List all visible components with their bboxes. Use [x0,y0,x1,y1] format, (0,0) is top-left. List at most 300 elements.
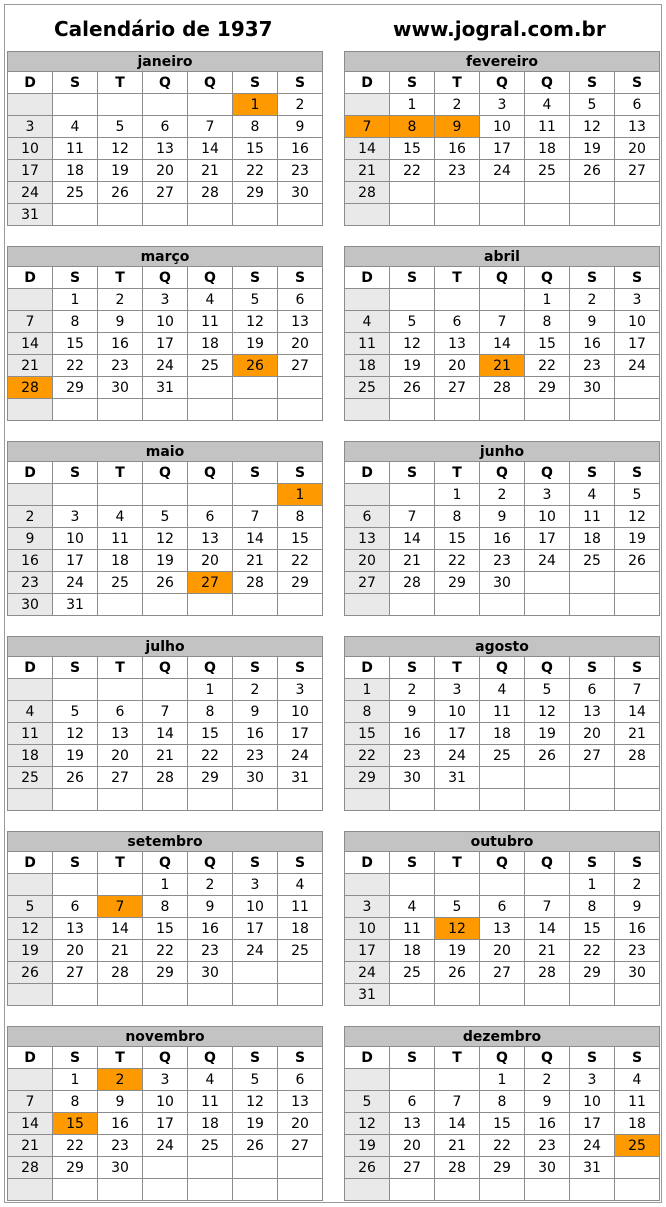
empty-cell [345,594,390,616]
day-cell: 5 [345,1091,390,1113]
month-name: abril [345,247,660,267]
weekday-header: T [435,462,480,484]
day-cell: 5 [143,506,188,528]
empty-cell [233,1157,278,1179]
weekday-header: S [53,657,98,679]
empty-cell [390,594,435,616]
empty-cell [345,204,390,226]
empty-cell [480,594,525,616]
day-cell: 15 [188,723,233,745]
day-cell: 31 [8,204,53,226]
day-cell: 10 [143,311,188,333]
weekday-header: S [53,462,98,484]
day-cell: 22 [188,745,233,767]
week-row [345,94,660,116]
day-cell: 25 [345,377,390,399]
month-name: julho [8,637,323,657]
day-cell: 9 [278,116,323,138]
day-cell: 15 [233,138,278,160]
weekday-header: T [435,72,480,94]
day-cell: 4 [188,1069,233,1091]
day-cell: 7 [143,701,188,723]
month-table [7,441,323,616]
day-cell: 8 [188,701,233,723]
day-cell: 17 [143,333,188,355]
day-cell: 30 [480,572,525,594]
weekday-header: S [570,1047,615,1069]
day-cell: 10 [143,1091,188,1113]
empty-cell [8,399,53,421]
day-cell: 13 [390,1113,435,1135]
empty-cell [435,182,480,204]
empty-cell [53,484,98,506]
week-row [8,333,323,355]
weekday-header: T [98,72,143,94]
day-cell: 2 [390,679,435,701]
day-cell: 8 [278,506,323,528]
day-cell: 26 [615,550,660,572]
weekday-header: T [98,1047,143,1069]
day-cell: 21 [525,940,570,962]
day-cell: 30 [390,767,435,789]
empty-cell [435,289,480,311]
day-cell: 8 [480,1091,525,1113]
day-cell: 14 [615,701,660,723]
weekday-header: D [8,462,53,484]
empty-cell [143,484,188,506]
week-row [8,679,323,701]
holiday-day-cell: 2 [98,1069,143,1091]
week-row [8,182,323,204]
empty-cell [233,1179,278,1201]
empty-cell [435,1179,480,1201]
week-row [8,1091,323,1113]
day-cell: 2 [435,94,480,116]
empty-cell [345,94,390,116]
day-cell: 26 [390,377,435,399]
day-cell: 4 [525,94,570,116]
weekday-header: Q [525,657,570,679]
empty-cell [53,874,98,896]
day-cell: 11 [8,723,53,745]
day-cell: 21 [345,160,390,182]
day-cell: 17 [525,528,570,550]
day-cell: 13 [480,918,525,940]
day-cell: 15 [345,723,390,745]
day-cell: 7 [8,1091,53,1113]
weekday-header: D [8,852,53,874]
day-cell: 22 [480,1135,525,1157]
day-cell: 15 [390,138,435,160]
empty-cell [570,1179,615,1201]
day-cell: 7 [390,506,435,528]
day-cell: 19 [98,160,143,182]
week-row [345,333,660,355]
empty-cell [525,789,570,811]
day-cell: 7 [233,506,278,528]
weekday-header: T [98,852,143,874]
day-cell: 20 [345,550,390,572]
day-cell: 26 [53,767,98,789]
empty-cell [143,1157,188,1179]
week-row [345,874,660,896]
day-cell: 18 [570,528,615,550]
weekday-header: Q [188,852,233,874]
weekday-header: Q [525,1047,570,1069]
weekday-header: Q [480,72,525,94]
week-row [8,572,323,594]
day-cell: 27 [53,962,98,984]
day-cell: 20 [53,940,98,962]
day-cell: 6 [53,896,98,918]
holiday-day-cell: 28 [8,377,53,399]
day-cell: 30 [525,1157,570,1179]
day-cell: 13 [570,701,615,723]
empty-cell [53,984,98,1006]
empty-cell [188,204,233,226]
empty-cell [345,484,390,506]
empty-cell [480,399,525,421]
weekday-header: S [570,657,615,679]
week-row [8,1113,323,1135]
day-cell: 15 [480,1113,525,1135]
week-row [345,311,660,333]
day-cell: 8 [525,311,570,333]
day-cell: 28 [390,572,435,594]
day-cell: 26 [570,160,615,182]
week-row [345,767,660,789]
weekday-header: Q [525,267,570,289]
day-cell: 14 [188,138,233,160]
day-cell: 8 [345,701,390,723]
day-cell: 2 [615,874,660,896]
day-cell: 4 [53,116,98,138]
day-cell: 13 [435,333,480,355]
empty-cell [345,399,390,421]
empty-cell [233,962,278,984]
day-cell: 3 [525,484,570,506]
day-cell: 22 [390,160,435,182]
day-cell: 29 [435,572,480,594]
day-cell: 23 [570,355,615,377]
month-table [7,636,323,811]
weekday-header: Q [188,657,233,679]
day-cell: 4 [480,679,525,701]
month-name: outubro [345,832,660,852]
week-row [8,723,323,745]
week-row [8,528,323,550]
day-cell: 28 [233,572,278,594]
empty-cell [143,1179,188,1201]
day-cell: 11 [188,1091,233,1113]
day-cell: 3 [278,679,323,701]
day-cell: 20 [188,550,233,572]
day-cell: 9 [8,528,53,550]
day-cell: 5 [98,116,143,138]
day-cell: 31 [143,377,188,399]
week-row [345,160,660,182]
empty-cell [278,594,323,616]
week-row [345,984,660,1006]
day-cell: 28 [525,962,570,984]
day-cell: 14 [480,333,525,355]
day-cell: 3 [233,874,278,896]
day-cell: 6 [480,896,525,918]
week-row [8,550,323,572]
month-calendar [344,831,660,1006]
weekday-header: S [390,462,435,484]
weekday-header: S [570,267,615,289]
week-row [345,182,660,204]
day-cell: 9 [525,1091,570,1113]
month-calendar [344,51,660,226]
empty-cell [278,789,323,811]
empty-cell [98,1179,143,1201]
week-row [8,918,323,940]
day-cell: 2 [8,506,53,528]
day-cell: 6 [570,679,615,701]
day-cell: 15 [143,918,188,940]
day-cell: 1 [390,94,435,116]
day-cell: 23 [8,572,53,594]
week-row [345,789,660,811]
empty-cell [278,1157,323,1179]
empty-cell [570,182,615,204]
day-cell: 13 [53,918,98,940]
holiday-day-cell: 25 [615,1135,660,1157]
empty-cell [525,399,570,421]
weekday-header: D [8,72,53,94]
day-cell: 29 [570,962,615,984]
empty-cell [8,484,53,506]
day-cell: 9 [233,701,278,723]
day-cell: 31 [53,594,98,616]
day-cell: 23 [98,1135,143,1157]
day-cell: 5 [525,679,570,701]
empty-cell [615,377,660,399]
month-name: novembro [8,1027,323,1047]
day-cell: 15 [435,528,480,550]
day-cell: 23 [98,355,143,377]
week-row [345,1113,660,1135]
day-cell: 11 [188,311,233,333]
day-cell: 22 [435,550,480,572]
day-cell: 28 [143,767,188,789]
empty-cell [8,289,53,311]
empty-cell [233,594,278,616]
day-cell: 12 [570,116,615,138]
day-cell: 7 [525,896,570,918]
day-cell: 2 [188,874,233,896]
day-cell: 26 [143,572,188,594]
weekday-header: S [53,267,98,289]
day-cell: 7 [480,311,525,333]
empty-cell [390,789,435,811]
month-name: janeiro [8,52,323,72]
holiday-day-cell: 1 [233,94,278,116]
day-cell: 22 [53,355,98,377]
day-cell: 29 [345,767,390,789]
empty-cell [525,572,570,594]
day-cell: 12 [390,333,435,355]
weekday-header: S [53,1047,98,1069]
day-cell: 9 [615,896,660,918]
day-cell: 27 [143,182,188,204]
day-cell: 18 [53,160,98,182]
day-cell: 29 [143,962,188,984]
week-row [8,1179,323,1201]
empty-cell [98,399,143,421]
empty-cell [8,1179,53,1201]
empty-cell [570,789,615,811]
holiday-day-cell: 9 [435,116,480,138]
day-cell: 1 [143,874,188,896]
day-cell: 20 [615,138,660,160]
day-cell: 30 [615,962,660,984]
empty-cell [98,679,143,701]
empty-cell [188,789,233,811]
week-row [345,572,660,594]
week-row [345,138,660,160]
empty-cell [435,204,480,226]
empty-cell [615,182,660,204]
day-cell: 4 [98,506,143,528]
day-cell: 12 [98,138,143,160]
day-cell: 22 [278,550,323,572]
empty-cell [53,1179,98,1201]
weekday-header: Q [480,267,525,289]
month-calendar [7,246,323,421]
empty-cell [345,1069,390,1091]
weekday-header: S [278,267,323,289]
weekday-header: S [390,1047,435,1069]
month-name: maio [8,442,323,462]
day-cell: 12 [8,918,53,940]
empty-cell [435,399,480,421]
day-cell: 16 [570,333,615,355]
empty-cell [98,984,143,1006]
day-cell: 11 [390,918,435,940]
weekday-header: Q [188,1047,233,1069]
day-cell: 17 [278,723,323,745]
day-cell: 3 [615,289,660,311]
day-cell: 6 [390,1091,435,1113]
day-cell: 3 [345,896,390,918]
day-cell: 14 [345,138,390,160]
month-table [344,1026,660,1201]
day-cell: 23 [390,745,435,767]
day-cell: 29 [480,1157,525,1179]
week-row [345,918,660,940]
weekday-header: Q [480,462,525,484]
day-cell: 3 [53,506,98,528]
empty-cell [615,1179,660,1201]
week-row [8,94,323,116]
weekday-header: S [233,657,278,679]
day-cell: 23 [233,745,278,767]
day-cell: 14 [390,528,435,550]
day-cell: 25 [480,745,525,767]
month-table [344,441,660,616]
day-cell: 29 [53,1157,98,1179]
day-cell: 19 [435,940,480,962]
week-row [8,116,323,138]
empty-cell [615,767,660,789]
holiday-day-cell: 15 [53,1113,98,1135]
week-row [8,896,323,918]
day-cell: 28 [615,745,660,767]
empty-cell [233,399,278,421]
weekday-header: D [345,1047,390,1069]
weekday-header: S [233,462,278,484]
day-cell: 24 [480,160,525,182]
day-cell: 29 [53,377,98,399]
day-cell: 15 [525,333,570,355]
day-cell: 16 [480,528,525,550]
day-cell: 21 [143,745,188,767]
day-cell: 13 [278,311,323,333]
day-cell: 24 [278,745,323,767]
weekday-header: Q [525,72,570,94]
empty-cell [233,984,278,1006]
day-cell: 11 [98,528,143,550]
day-cell: 20 [570,723,615,745]
empty-cell [233,377,278,399]
day-cell: 18 [525,138,570,160]
day-cell: 12 [345,1113,390,1135]
day-cell: 2 [233,679,278,701]
week-row [8,1157,323,1179]
empty-cell [570,984,615,1006]
day-cell: 14 [8,1113,53,1135]
day-cell: 11 [570,506,615,528]
day-cell: 21 [188,160,233,182]
month-calendar [7,441,323,616]
day-cell: 17 [233,918,278,940]
weekday-header: D [8,1047,53,1069]
empty-cell [188,377,233,399]
day-cell: 1 [435,484,480,506]
day-cell: 6 [98,701,143,723]
day-cell: 13 [98,723,143,745]
day-cell: 16 [278,138,323,160]
day-cell: 19 [233,1113,278,1135]
day-cell: 1 [53,289,98,311]
empty-cell [435,1069,480,1091]
empty-cell [345,789,390,811]
day-cell: 27 [98,767,143,789]
empty-cell [143,789,188,811]
day-cell: 10 [480,116,525,138]
day-cell: 25 [53,182,98,204]
empty-cell [233,789,278,811]
weekday-header: Q [480,852,525,874]
empty-cell [615,1157,660,1179]
day-cell: 8 [143,896,188,918]
day-cell: 19 [390,355,435,377]
weekday-header: S [278,72,323,94]
day-cell: 1 [570,874,615,896]
day-cell: 7 [615,679,660,701]
day-cell: 30 [8,594,53,616]
empty-cell [615,399,660,421]
day-cell: 28 [98,962,143,984]
day-cell: 16 [188,918,233,940]
day-cell: 23 [278,160,323,182]
month-calendar [344,1026,660,1201]
day-cell: 25 [188,355,233,377]
day-cell: 31 [570,1157,615,1179]
